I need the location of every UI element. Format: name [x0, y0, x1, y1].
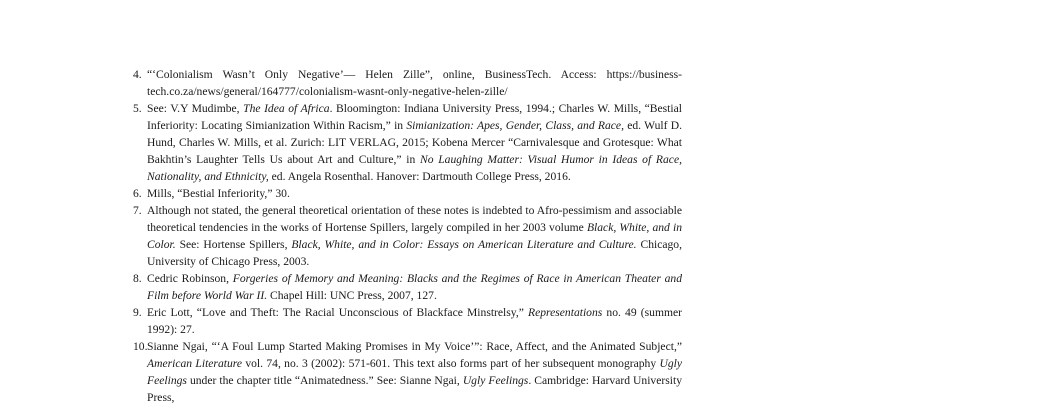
- footnote-text: Chapel Hill: UNC Press, 2007, 127.: [267, 289, 437, 302]
- book-title: No Laughing Matter: Visual Humor in Ideas of Race, Nationality, and Ethnicity,: [147, 153, 682, 183]
- footnote-text: Chicago, University of Chicago Press, 2003.: [147, 238, 683, 268]
- footnote-4: [133, 66, 682, 100]
- footnote-number: 8.: [133, 272, 142, 285]
- book-title: Simianization: Apes, Gender, Class, and Race,: [406, 119, 624, 132]
- book-title: Black, White, and in Color.: [147, 221, 682, 251]
- footnote-9: [133, 304, 682, 338]
- footnote-number: 5.: [133, 102, 142, 115]
- book-title: Ugly Feelings: [462, 374, 529, 387]
- footnote-text: vol. 74, no. 3 (2002): 571-601. This text also forms part of her subsequent monography: [242, 357, 660, 370]
- footnote-number: 6.: [133, 187, 142, 200]
- footnote-text: Sianne Ngai, “‘A Foul Lump Started Making Promises in My Voice’”: Race, Affect, and the Animated Subject,”: [147, 340, 682, 353]
- footnote-number: 7.: [133, 204, 142, 217]
- footnote-text: See: Hortense Spillers,: [175, 238, 292, 251]
- footnote-number: 4.: [133, 68, 142, 81]
- footnote-text: Mills, “Bestial Inferiority,” 30.: [147, 187, 290, 200]
- footnote-text: See: V.Y Mudimbe,: [147, 102, 244, 115]
- footnote-text: “‘Colonialism Wasn’t Only Negative’— Helen Zille”, online, BusinessTech. Access: https://business-tech.co.za/news/general/164777/colonialism-wasnt-only-negative-helen-zille/: [147, 68, 682, 98]
- journal-title: American Literature: [147, 357, 242, 370]
- footnote-6: [133, 185, 682, 202]
- footnote-text: Cedric Robinson,: [147, 272, 233, 285]
- footnote-text: ed. Angela Rosenthal. Hanover: Dartmouth College Press, 2016.: [268, 170, 571, 183]
- book-title: Black, White, and in Color: Essays on American Literature and Culture.: [291, 238, 637, 251]
- footnote-number: 10.: [133, 340, 148, 353]
- footnote-text: ed. Wulf D. Hund, Charles W. Mills, et al. Zurich: LIT VERLAG, 2015; Kobena Mercer “Carnivalesque and Grotesque: What Bakhtin’s Laughter Tells Us about Art and Culture,” in: [147, 119, 682, 166]
- footnote-text: Eric Lott, “Love and Theft: The Racial Unconscious of Blackface Minstrelsy,”: [147, 306, 529, 319]
- footnote-8: [133, 270, 682, 304]
- footnote-text: no. 49 (summer 1992): 27.: [147, 306, 682, 336]
- footnote-text: under the chapter title “Animatedness.” See: Sianne Ngai,: [186, 374, 463, 387]
- footnote-10: [133, 338, 682, 406]
- footnote-number: 9.: [133, 306, 142, 319]
- footnote-text: . Cambridge: Harvard University Press,: [147, 374, 682, 404]
- book-title: The Idea of Africa: [243, 102, 330, 115]
- footnote-5: [133, 100, 682, 185]
- footnote-text: Although not stated, the general theoretical orientation of these notes is indebted to Afro-pessimism and associable theoretical tendencies in the works of Hortense Spillers, largely compiled in her 2003 volume: [147, 204, 682, 234]
- book-title: Ugly Feelings: [147, 357, 683, 387]
- book-title: Forgeries of Memory and Meaning: Blacks and the Regimes of Race in American Theater and Film before World War II.: [147, 272, 682, 302]
- footnotes-list: [133, 66, 682, 406]
- footnote-text: . Bloomington: Indiana University Press, 1994.; Charles W. Mills, “Bestial Inferiority: Locating Simianization Within Racism,” in: [147, 102, 682, 132]
- journal-title: Representations: [528, 306, 603, 319]
- footnote-7: [133, 202, 682, 270]
